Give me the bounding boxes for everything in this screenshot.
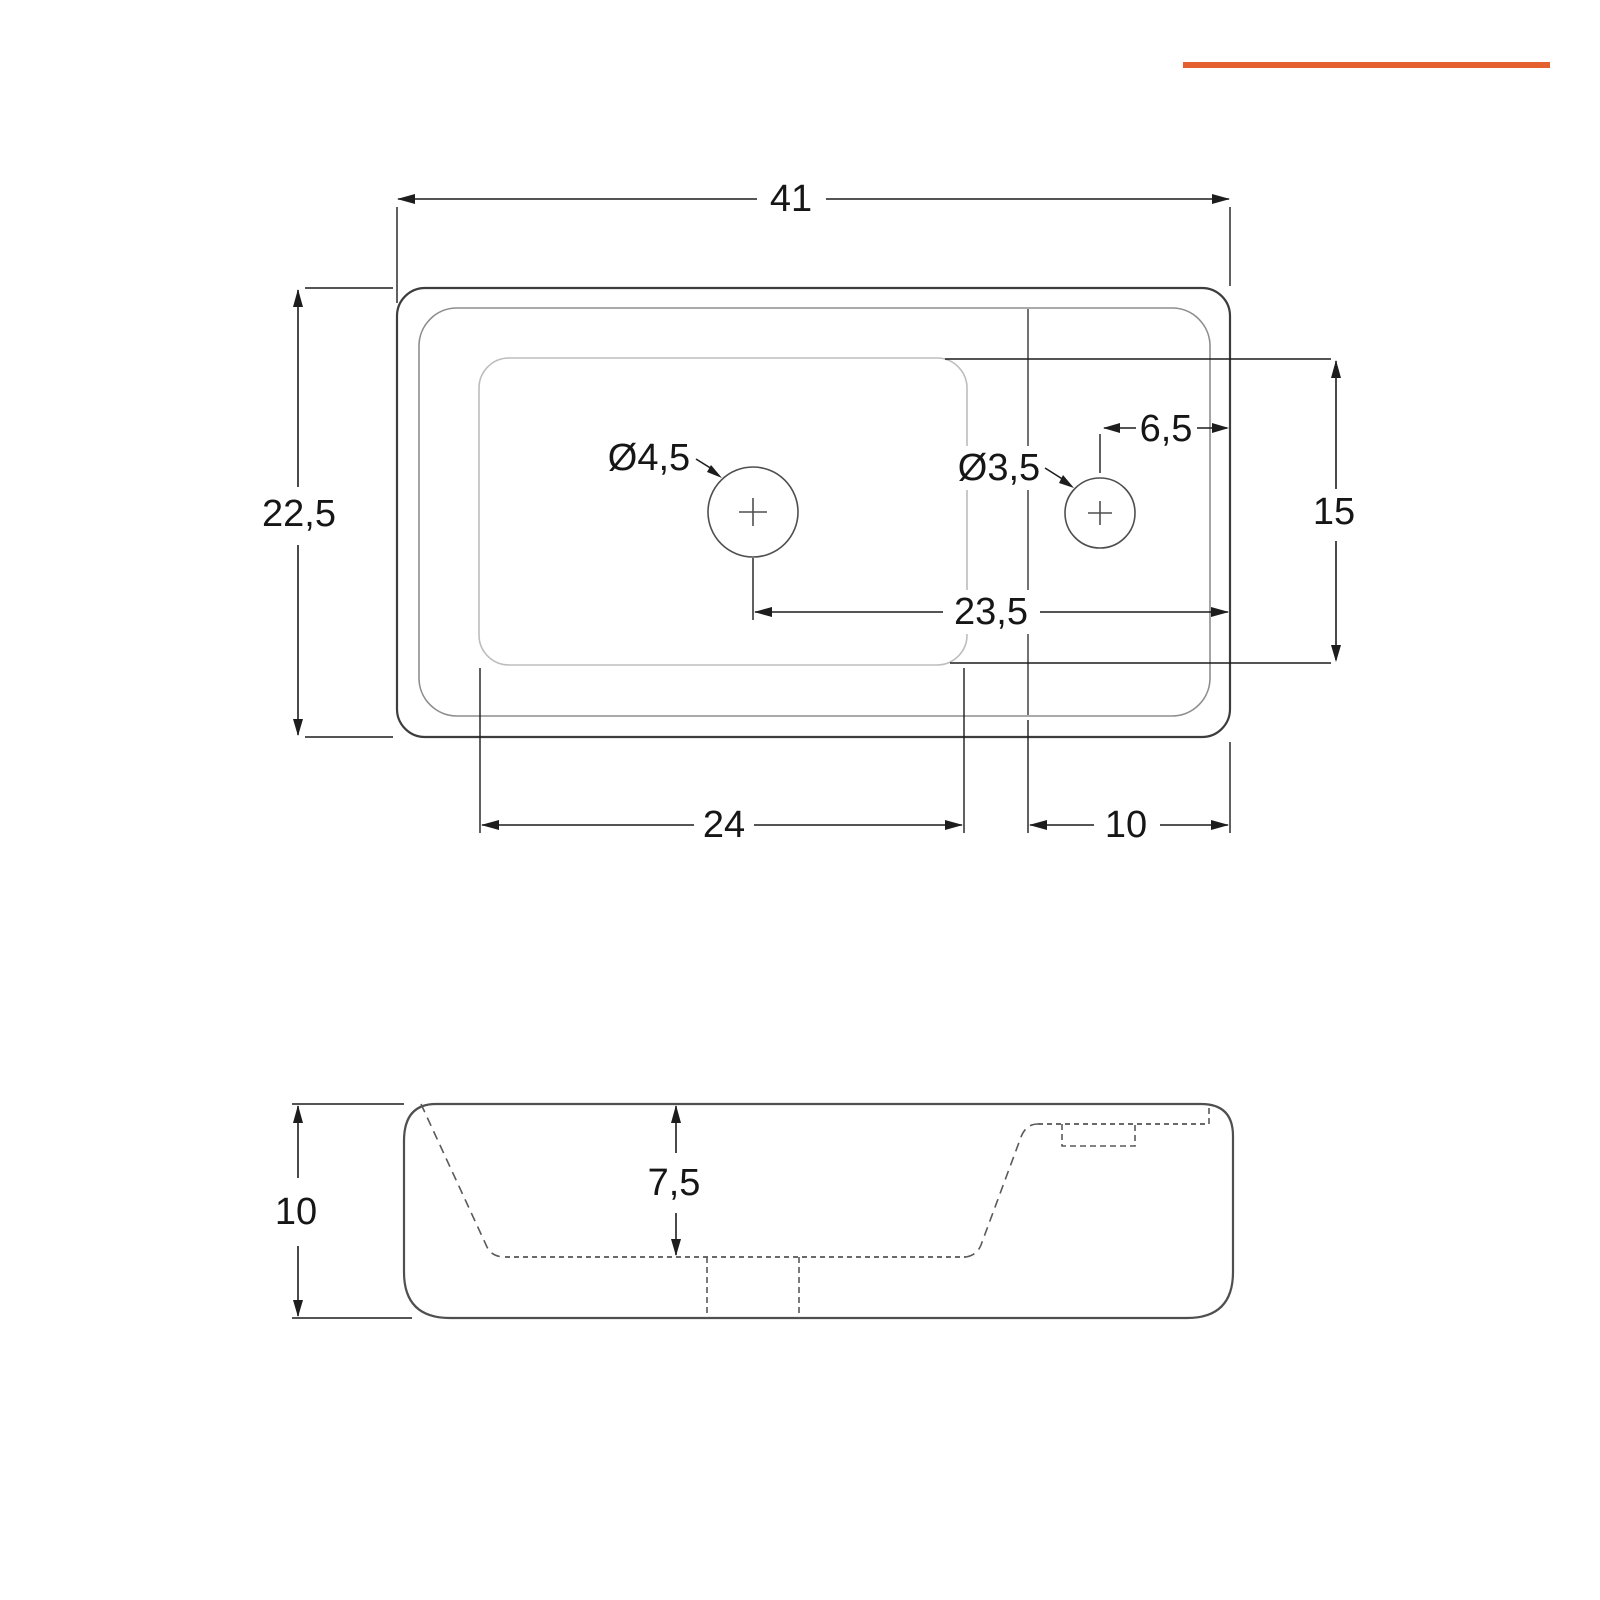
accent-bar: [1183, 62, 1550, 68]
dim-overall-depth: [262, 288, 393, 737]
side-view-dimensions: [275, 1104, 701, 1318]
arrowhead: [481, 820, 499, 830]
dim-label-basin-inner-depth: 7,5: [647, 1162, 701, 1204]
arrowhead: [293, 1105, 303, 1123]
dim-overall-width: [397, 178, 1230, 303]
top-view-dimensions: [262, 178, 1355, 846]
basin-right-slope-hidden: [966, 1124, 1038, 1257]
dim-overall-height: [275, 1104, 412, 1318]
top-view: [397, 288, 1230, 737]
dim-label-drain-hole-diameter: Ø4,5: [607, 437, 691, 479]
dim-tap-hole-diameter: [954, 446, 1074, 490]
dim-label-drain-to-edge: 23,5: [954, 591, 1028, 633]
dim-label-overall-depth: 22,5: [262, 493, 336, 535]
arrowhead: [1211, 820, 1229, 830]
arrowhead: [671, 1105, 681, 1123]
dim-label-basin-width: 24: [702, 804, 746, 846]
side-view: [404, 1104, 1233, 1318]
basin-edge: [479, 358, 967, 665]
dim-basin-inner-depth: [648, 1105, 701, 1256]
arrowhead: [293, 289, 303, 307]
arrowhead: [1212, 194, 1230, 204]
dim-label-overall-width: 41: [769, 178, 813, 220]
dim-label-overall-height: 10: [274, 1191, 318, 1233]
dim-label-tap-section-width: 10: [1104, 804, 1148, 846]
dim-drain-to-edge: [753, 558, 1229, 634]
dim-basin-width: [480, 668, 964, 846]
arrowhead: [754, 607, 772, 617]
dim-tap-section-width: [1028, 720, 1230, 846]
basin-left-slope-hidden: [421, 1104, 505, 1257]
dim-label-tap-hole-offset: 6,5: [1139, 408, 1193, 450]
arrowhead: [293, 719, 303, 736]
arrowhead: [945, 820, 963, 830]
arrowhead: [1103, 423, 1120, 433]
arrowhead: [397, 194, 415, 204]
dim-label-tap-hole-diameter: Ø3,5: [957, 447, 1041, 489]
arrowhead: [1059, 475, 1074, 488]
dim-drain-hole-diameter: [602, 436, 722, 480]
arrowhead: [671, 1239, 681, 1256]
side-view-outline: [404, 1104, 1233, 1318]
arrowhead: [1212, 423, 1229, 433]
arrowhead: [1211, 607, 1229, 617]
tap-hole-section-hidden: [1062, 1124, 1135, 1146]
arrowhead: [293, 1300, 303, 1317]
arrowhead: [1331, 645, 1341, 662]
arrowhead: [1331, 360, 1341, 378]
arrowhead: [1029, 820, 1047, 830]
top-view-inner-rim: [419, 308, 1210, 716]
dim-label-basin-depth: 15: [1312, 491, 1356, 533]
